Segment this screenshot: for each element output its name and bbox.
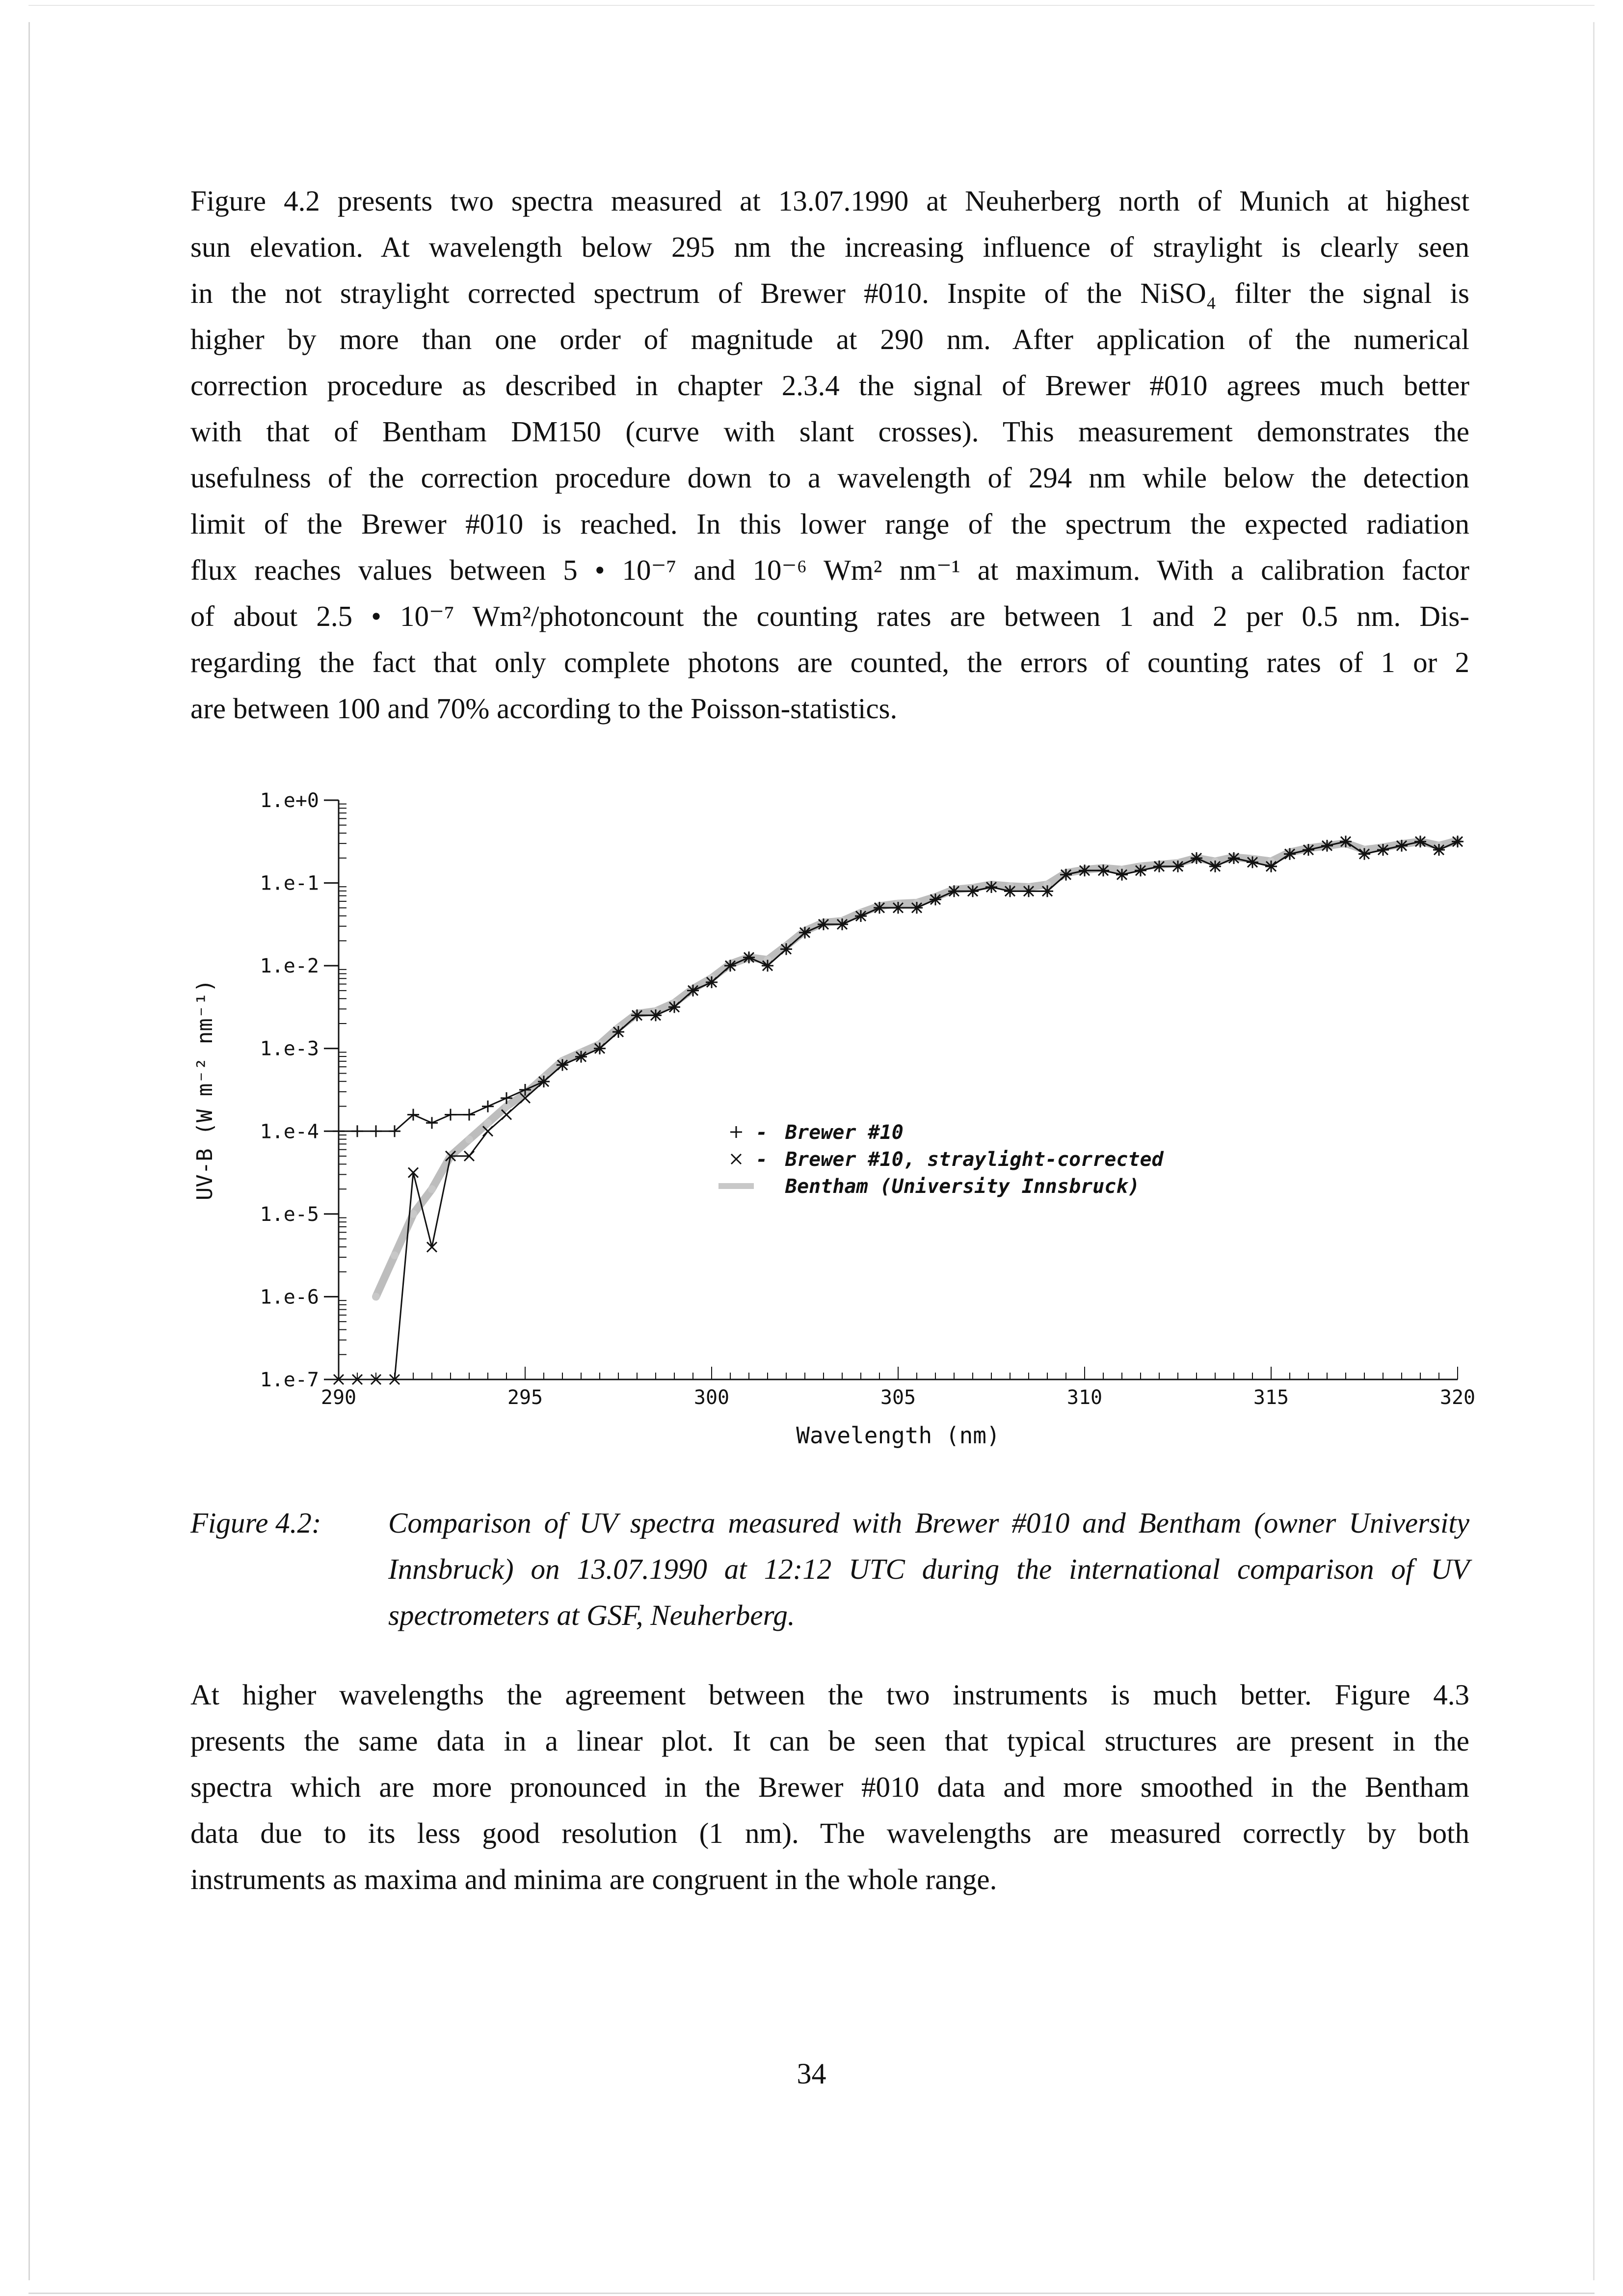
chart-axes: [339, 800, 1458, 1379]
page-edge-left: [28, 22, 30, 2280]
caption-body: [388, 1500, 1469, 1638]
paragraph-line: data due to its less good resolution (1 nm). The wavelengths are measured correctly by both: [190, 1817, 1469, 1849]
paragraph-line: flux reaches values between 5 • 10⁻⁷ and 10⁻⁶ Wm² nm⁻¹ at maximum. With a calibration factor: [190, 554, 1469, 586]
y-tick-label: 1.e-2: [260, 955, 319, 978]
chart-legend: [718, 1121, 1164, 1198]
chart-svg: [177, 776, 1502, 1473]
series-brewer-corrected: [334, 837, 1463, 1384]
legend-plus-marker: [730, 1126, 742, 1138]
legend-label: Brewer #10, straylight-corrected: [785, 1148, 1164, 1171]
series-brewer: [333, 836, 1463, 1137]
bentham-point: [428, 1185, 436, 1193]
paragraph-line: instruments as maxima and minima are congruent in the whole range.: [190, 1863, 997, 1895]
y-axis-label-group: [192, 979, 217, 1200]
brewer-point: [482, 1101, 494, 1112]
bentham-point: [372, 1293, 380, 1300]
caption-line: spectrometers at GSF, Neuherberg.: [388, 1599, 795, 1631]
y-tick-label: 1.e-4: [260, 1120, 319, 1143]
x-tick-label: 320: [1439, 1386, 1476, 1409]
paragraph-line: usefulness of the correction procedure down to a wavelength of 294 nm while below the detection: [190, 461, 1469, 494]
paragraph-line: At higher wavelengths the agreement between the two instruments is much better. Figure 4.3: [190, 1678, 1469, 1711]
y-tick-label: 1.e-5: [260, 1203, 319, 1226]
paragraph-line: higher by more than one order of magnitude at 290 nm. After application of the numerical: [190, 323, 1469, 355]
brewer-point: [351, 1125, 363, 1137]
legend-dash: -: [756, 1121, 768, 1144]
caption-line: Innsbruck) on 13.07.1990 at 12:12 UTC during the international comparison of UV: [388, 1553, 1469, 1585]
x-tick-label: 290: [320, 1386, 357, 1409]
x-axis-label: Wavelength (nm): [796, 1422, 1000, 1449]
chart-ticks: [260, 789, 1476, 1409]
paragraph-line: correction procedure as described in chapter 2.3.4 the signal of Brewer #010 agrees much better: [190, 369, 1469, 402]
y-tick-label: 1.e-3: [260, 1037, 319, 1060]
legend-x-marker: [731, 1154, 741, 1164]
brewer-point: [445, 1109, 456, 1121]
brewer-point: [463, 1109, 475, 1121]
page-edge-bottom: [28, 2293, 1595, 2294]
y-tick-label: 1.e-1: [260, 872, 319, 895]
paragraph-comparison: [190, 1672, 1469, 1902]
y-tick-label: 1.e-6: [260, 1286, 319, 1309]
legend-dash: -: [756, 1148, 768, 1171]
paragraph-line: Figure 4.2 presents two spectra measured at 13.07.1990 at Neuherberg north of Munich at highest: [190, 185, 1469, 217]
bentham-point: [484, 1119, 492, 1127]
paragraph-line: limit of the Brewer #010 is reached. In this lower range of the spectrum the expected radiation: [190, 508, 1469, 540]
x-tick-label: 295: [507, 1386, 543, 1409]
page-edge-top: [28, 5, 1595, 6]
x-tick-label: 305: [880, 1386, 916, 1409]
caption-line: Comparison of UV spectra measured with Brewer #010 and Bentham (owner University: [388, 1507, 1469, 1539]
paragraph-line: presents the same data in a linear plot. It can be seen that typical structures are present in the: [190, 1725, 1469, 1757]
paragraph-line: sun elevation. At wavelength below 295 nm the increasing influence of straylight is clearly seen: [190, 231, 1469, 263]
x-tick-label: 310: [1066, 1386, 1103, 1409]
brewer-line: [339, 841, 1458, 1131]
page-edge-right: [1593, 22, 1595, 2280]
paragraph-line: spectra which are more pronounced in the Brewer #010 data and more smoothed in the Bentham: [190, 1771, 1469, 1803]
y-tick-label: 1.e+0: [260, 789, 319, 812]
brewer-point: [370, 1125, 382, 1137]
brewer-point: [426, 1117, 438, 1129]
paragraph-line: in the not straylight corrected spectrum of Brewer #010. Inspite of the NiSO₄ filter the signal is: [190, 277, 1469, 309]
bentham-point: [391, 1251, 399, 1259]
paragraph-line: of about 2.5 • 10⁻⁷ Wm²/photoncount the counting rates are between 1 and 2 per 0.5 nm. Dis-: [190, 600, 1469, 632]
legend-label: Bentham (University Innsbruck): [785, 1175, 1140, 1198]
paragraph-line: are between 100 and 70% according to the Poisson-statistics.: [190, 692, 898, 725]
caption-label: Figure 4.2:: [190, 1507, 321, 1539]
y-axis-label: UV-B (W m⁻² nm⁻¹): [192, 979, 217, 1201]
paragraph-line: regarding the fact that only complete photons are counted, the errors of counting rates of 1 or 2: [190, 646, 1469, 678]
paragraph-intro: [190, 178, 1469, 731]
figure-uv-spectra-chart: [177, 776, 1502, 1473]
paragraph-line: with that of Bentham DM150 (curve with slant crosses). This measurement demonstrates the: [190, 415, 1469, 448]
x-tick-label: 300: [693, 1386, 730, 1409]
bentham-point: [465, 1135, 473, 1143]
legend-label: Brewer #10: [785, 1121, 904, 1144]
page-number: 34: [797, 2057, 826, 2090]
x-tick-label: 315: [1253, 1386, 1289, 1409]
y-tick-label: 1.e-7: [260, 1369, 319, 1391]
